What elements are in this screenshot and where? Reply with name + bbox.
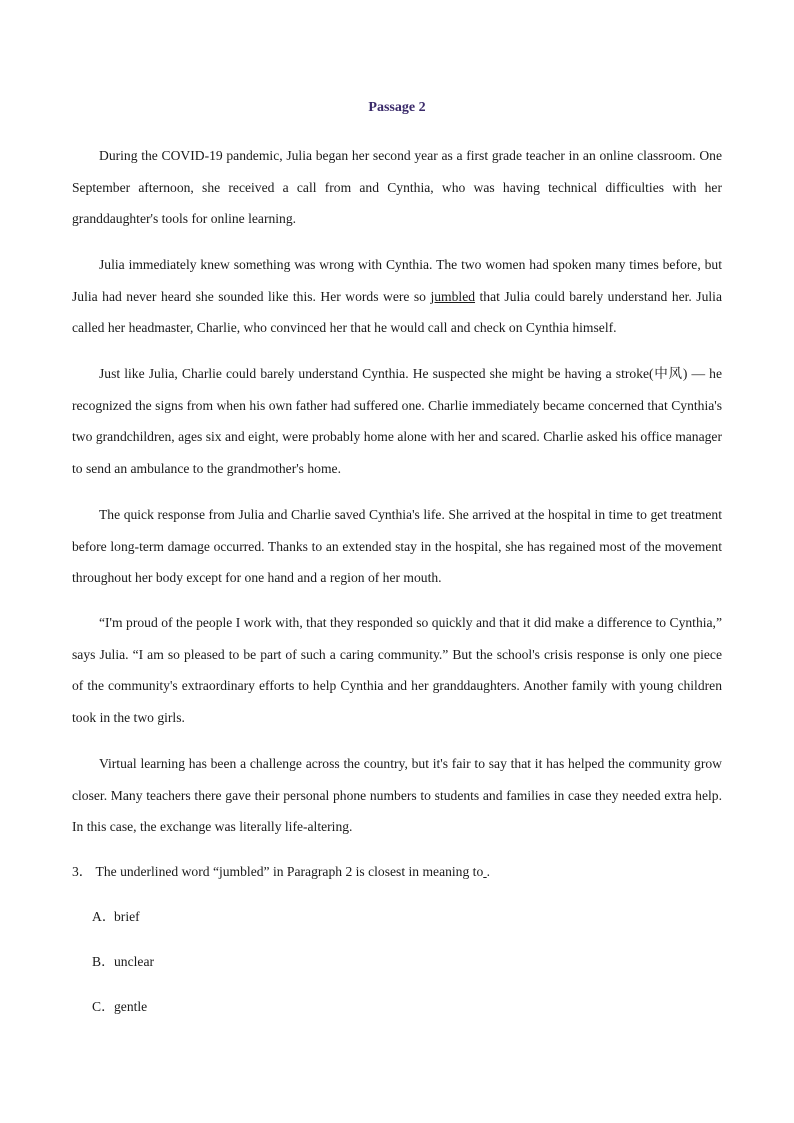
- option-a-letter: A．: [92, 909, 116, 924]
- option-c-text: gentle: [114, 999, 148, 1014]
- question-number: 3．: [72, 864, 93, 879]
- question-3: [72, 862, 722, 882]
- option-a[interactable]: [92, 907, 140, 927]
- paragraph-2-text-b: that Julia could barely understand her. Julia called her headmaster, Charlie, who convinced her that he would call and check on Cynthia himself.: [72, 288, 722, 336]
- option-c[interactable]: [92, 997, 147, 1017]
- question-text: The underlined word “jumbled” in Paragraph 2 is closest in meaning to: [95, 864, 484, 879]
- paragraph-6: Virtual learning has been a challenge across the country, but it's fair to say that it has helped the community grow closer. Many teachers there gave their personal phone numbers to students and families in case they needed extra help. In this case, the exchange was literally life-altering.: [72, 756, 722, 835]
- paragraph-2: [72, 249, 722, 344]
- underlined-word: jumbled: [430, 288, 476, 304]
- option-b-text: unclear: [114, 954, 154, 969]
- paragraph-1: During the COVID-19 pandemic, Julia began her second year as a first grade teacher in an online classroom. One September afternoon, she received a call from and Cynthia, who was having technical difficulties with her granddaughter's tools for online learning.: [72, 148, 722, 227]
- option-b-letter: B．: [92, 954, 115, 969]
- passage-title: Passage 2: [368, 100, 426, 115]
- option-b[interactable]: [92, 952, 154, 972]
- paragraph-4: The quick response from Julia and Charlie saved Cynthia's life. She arrived at the hospital in time to get treatment before long-term damage occurred. Thanks to an extended stay in the hospital, she has regained most of the movement throughout her body except for one hand and a region of her mouth.: [72, 507, 722, 586]
- option-c-letter: C．: [92, 999, 115, 1014]
- question-end: .: [486, 864, 491, 879]
- option-a-text: brief: [114, 909, 140, 924]
- paragraph-2-text-a: Julia immediately knew something was wrong with Cynthia. The two women had spoken many times before, but Julia had never heard she sounded like this. Her words were so: [72, 257, 722, 304]
- paragraph-3: Just like Julia, Charlie could barely understand Cynthia. He suspected she might be having a stroke(中风) — he recognized the signs from when his own father had suffered one. Charlie immediately became concerned that Cynthia's two grandchildren, ages six and eight, were probably home alone with her and scared. Charlie asked his office manager to send an ambulance to the grandmother's home.: [72, 366, 722, 477]
- paragraph-5: “I'm proud of the people I work with, that they responded so quickly and that it did make a difference to Cynthia,” says Julia. “I am so pleased to be part of such a caring community.” But the school's crisis response is only one piece of the community's extraordinary efforts to help Cynthia and her granddaughters. Another family with young children took in the two girls.: [72, 615, 722, 726]
